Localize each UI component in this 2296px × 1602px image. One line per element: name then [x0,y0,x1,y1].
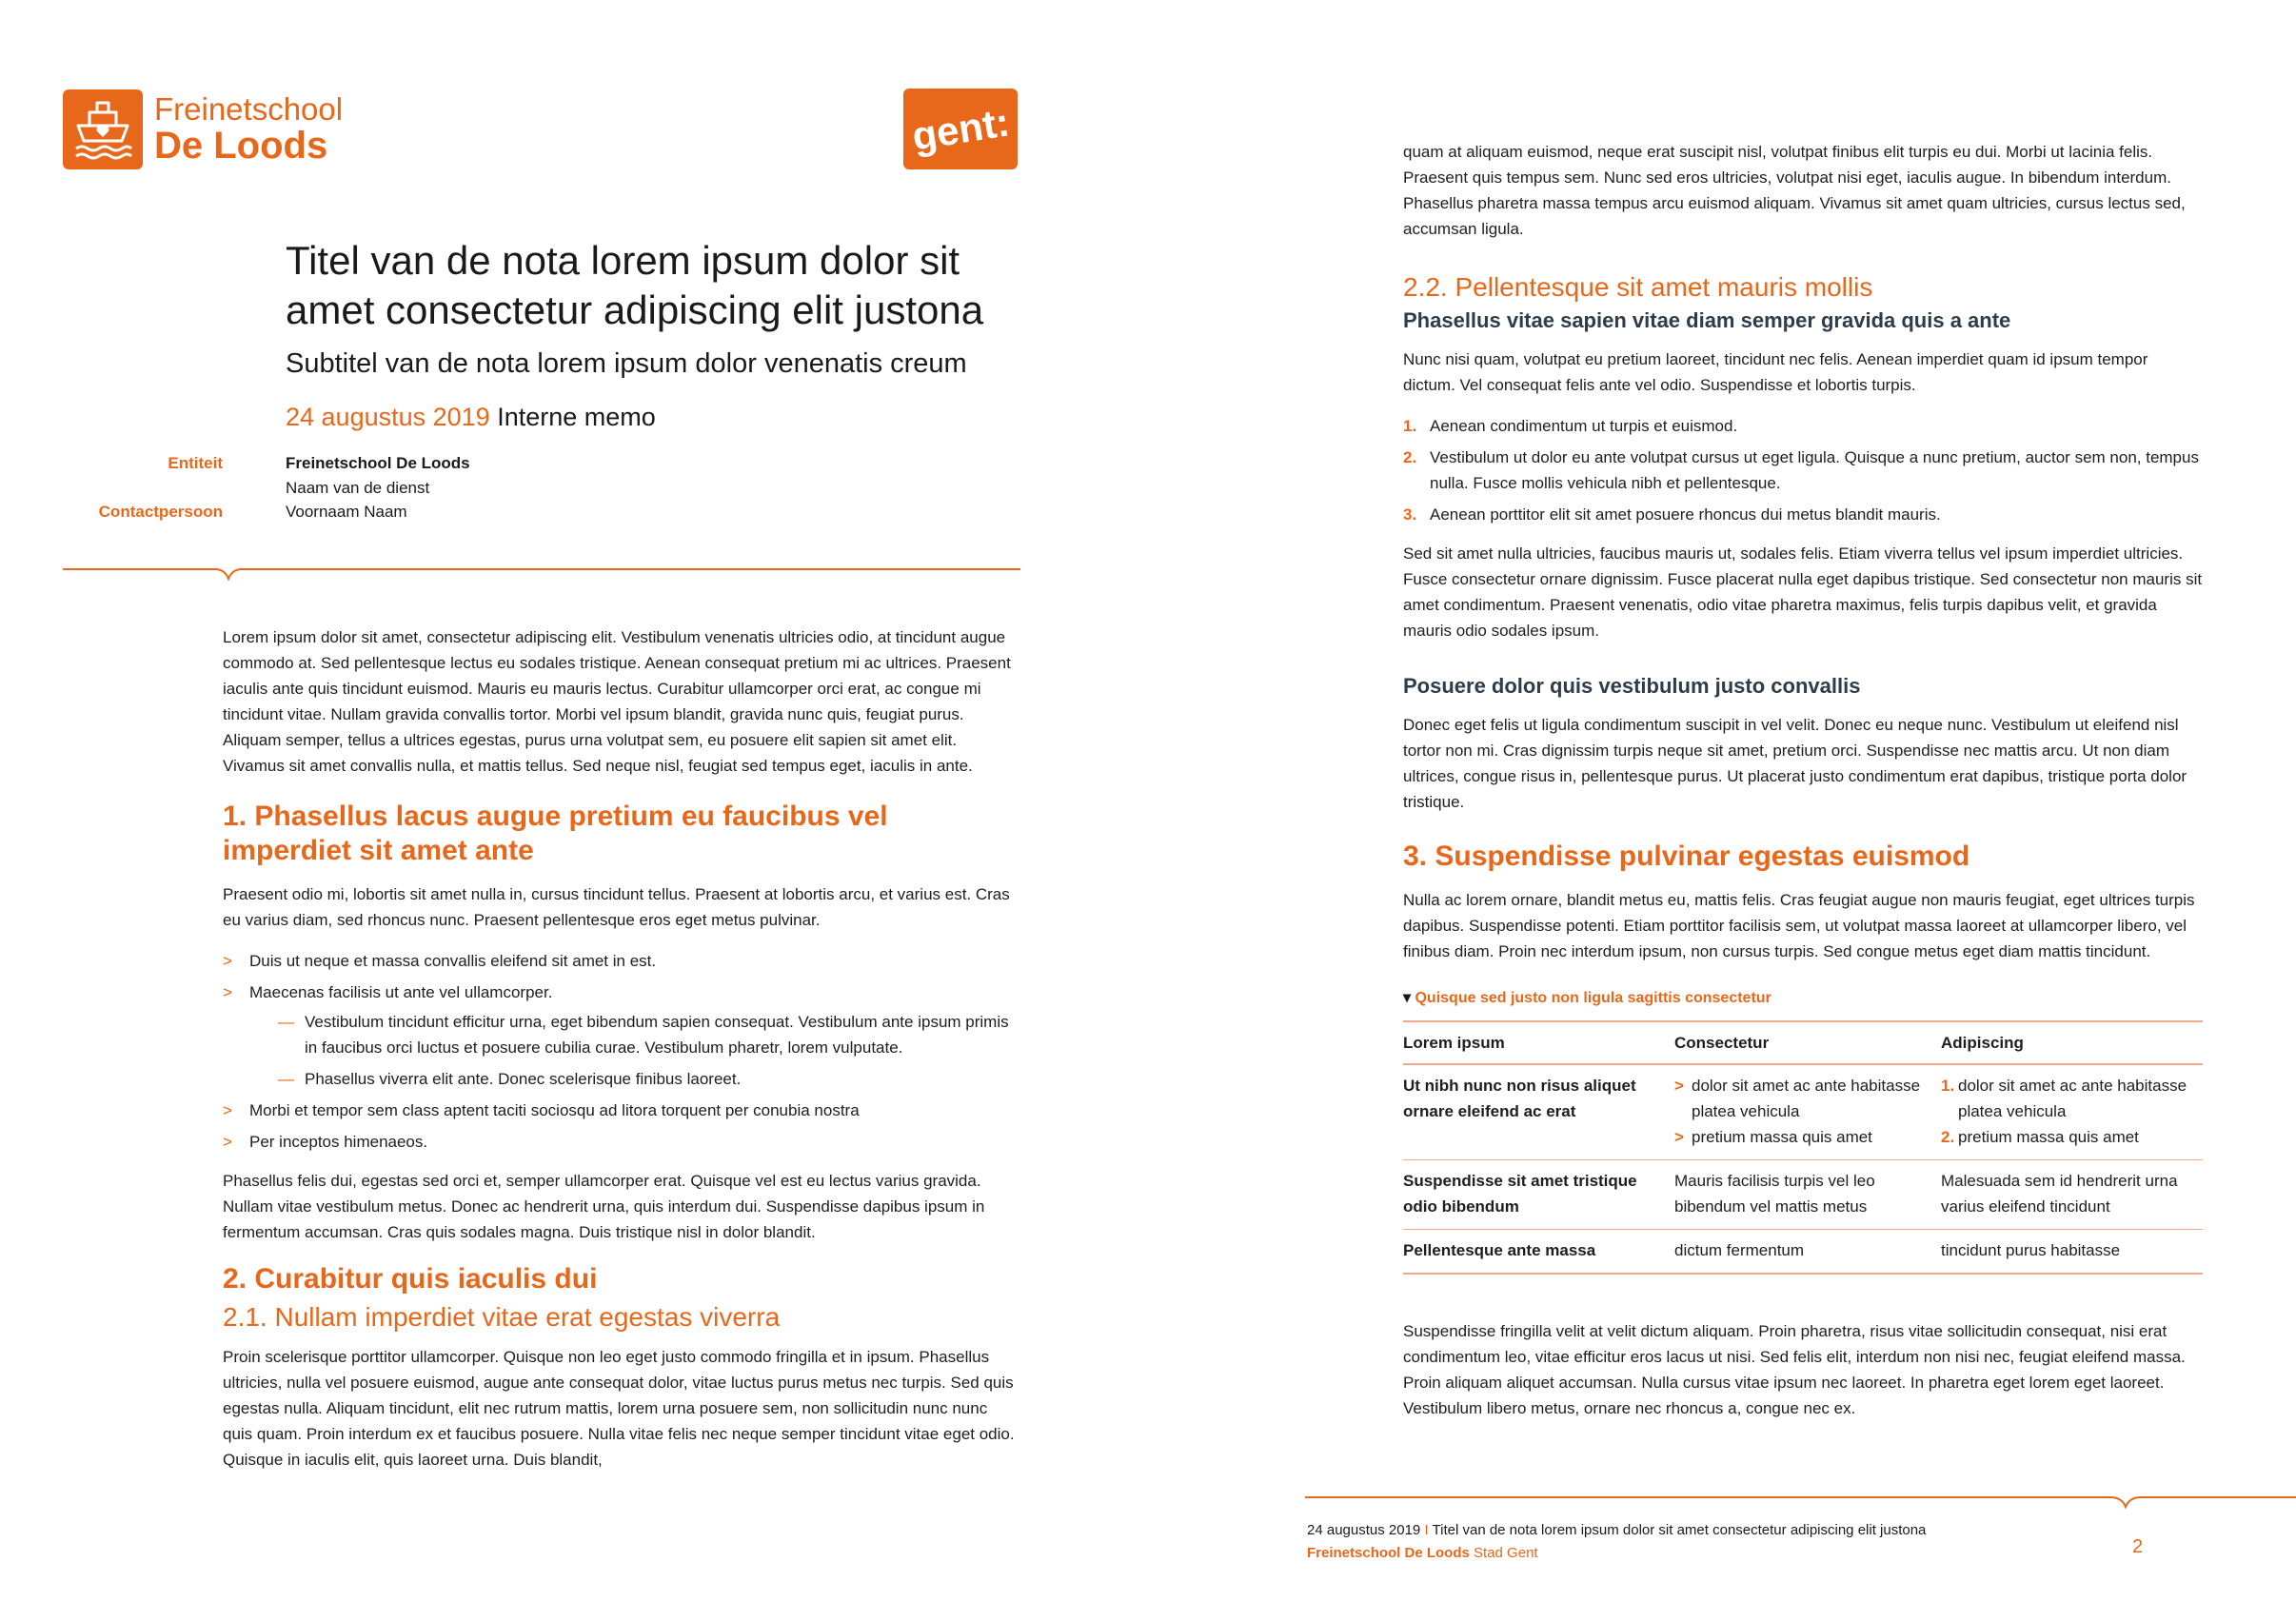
table-row [1403,1160,2203,1230]
paragraph: Phasellus felis dui, egestas sed orci et, semper ullamcorper erat. Quisque vel est eu lectus varius gravida. Nullam vitae vestibulum metus. Donec ac hendrerit urna, quis interdum dui. Suspendisse dapibus ipsum in fermentum accumsan. Cras quis sodales magna. Duis tristique nisl in dolor blandit. [223,1172,985,1241]
memo-subtitle: Subtitel van de nota lorem ipsum dolor venenatis creum [286,348,967,379]
document-page-2 [1148,0,2296,1602]
page1-body [223,624,1020,1488]
table-header: Lorem ipsum [1403,1021,1674,1064]
footer-title: Titel van de nota lorem ipsum dolor sit amet consectetur adipiscing elit justona [1432,1522,1927,1538]
logo-line2: De Loods [154,125,328,168]
sub-list-item: — Vestibulum tincidunt efficitur urna, eget bibendum sapien consequat. Vestibulum ante ipsum primis in faucibus orci luctus et posuere cubilia curae. Vestibulum pharetr, lorem vulputate. [278,1009,1020,1060]
subheading-2-2: 2.2. Pellentesque sit amet mauris mollis [1403,272,1873,302]
table-cell: 1. dolor sit amet ac ante habitasse platea vehicula 2. pretium massa quis amet [1941,1064,2203,1160]
paragraph: Donec eget felis ut ligula condimentum suscipit in vel velit. Donec eu neque nunc. Vestibulum ut eleifend nisl tortor non mi. Cras dignissim turpis neque sit amet, pretium orci. Suspendisse nec mattis arcu. Ut non diam ultrices, congue risus in, pellentesque purus. Ut placerat justo condimentum erat dapibus, tristique porta dolor tristique. [1403,716,2187,811]
header-divider [63,562,1022,590]
table-cell: Mauris facilisis turpis vel leo bibendum vel mattis metus [1674,1160,1941,1230]
entity-label: Entiteit [168,454,223,472]
subheading-2-1: 2.1. Nullam imperdiet vitae erat egestas viverra [223,1302,781,1332]
paragraph: quam at aliquam euismod, neque erat suscipit nisl, volutpat finibus elit turpis eu dui. Morbi ut lacinia felis. Praesent quis tempus sem. Nunc sed eros ultricies, volutpat nisi eget, iaculis augue. In bibendum interdum. Phasellus pharetra massa tempus arcu euismod aliquam. Vivamus sit amet quam ultricies, cursus lectus sed, accumsan ligula. [1403,143,2186,238]
ship-heart-icon [63,89,143,169]
page-footer [1307,1519,1926,1565]
caret-down-icon: ▾ [1403,990,1412,1006]
table-caption[interactable]: ▾ Quisque sed justo non ligula sagittis consectetur [1403,990,1771,1006]
data-table [1403,1020,2203,1275]
paragraph: Proin scelerisque porttitor ullamcorper. Quisque non leo eget justo commodo fringilla et in ipsum. Phasellus ultricies, nulla vel posuere euismod, augue ante consequat dolor, vitae luctus purus metus nec turpis. Sed quis egestas nulla. Aliquam tincidunt, elit nec rutrum mattis, lorem urna posuere sem, non sollicitudin nunc nunc quis quam. Proin interdum ex et faucibus posuere. Nulla vitae felis nec neque semper tincidunt vitae eget odio. Quisque in iaculis elit, quis laoreet urna. Duis blandit, [223,1348,1015,1469]
heading-1: 1. Phasellus lacus augue pretium eu faucibus vel imperdiet sit amet ante [223,801,888,866]
footer-city: Stad Gent [1474,1545,1538,1561]
logo-line1: Freinetschool [154,90,344,127]
footer-date: 24 augustus 2019 [1307,1522,1421,1538]
memo-dateline [286,403,656,432]
paragraph: Nulla ac lorem ornare, blandit metus eu, mattis felis. Cras feugiat augue non mauris feugiat, eget ultrices turpis dapibus. Suspendisse potenti. Etiam porttitor facilisis sem, ut volutpat massa laoreet at ullamcorper libero, vel finibus diam. Proin nec interdum ipsum, non cursus turpis. Sed congue metus eget diam mattis tincidunt. [1403,891,2195,960]
table-cell: tincidunt purus habitasse [1941,1230,2203,1275]
contact-value: Voornaam Naam [286,503,407,521]
intro-paragraph: Lorem ipsum dolor sit amet, consectetur adipiscing elit. Vestibulum venenatis ultricies odio, at tincidunt augue commodo at. Sed pellentesque lectus eu sodales tristique. Aenean consequat pretium mi ac ultrices. Praesent iaculis ante quis tincidunt euismod. Mauris eu mauris lectus. Curabitur ullamcorper orci erat, ac congue mi tincidunt vitae. Nullam gravida convallis tortor. Morbi vel ipsum blandit, gravida nunc quis, feugiat purus. Aliquam semper, tellus a ultrices egestas, purus urna volutpat sem, eu posuere elit sapien sit amet elit. Vivamus sit amet convallis nulla, et mattis tellus. Sed neque nisl, feugiat sed tempus eget, iaculis in ante. [223,628,1011,775]
sub-list [278,1009,1020,1092]
heading-3: 3. Suspendisse pulvinar egestas euismod [1403,841,1970,872]
heading-2: 2. Curabitur quis iaculis dui [223,1263,598,1295]
sub-list-item: — Phasellus viverra elit ante. Donec scelerisque finibus laoreet. [278,1066,1020,1092]
subheading: Posuere dolor quis vestibulum justo convallis [1403,674,1861,698]
bullet-list [223,948,1020,1155]
list-item: 1. Aenean condimentum ut turpis et euismod. [1403,417,1738,435]
memo-type: Interne memo [497,403,656,431]
table-cell: Ut nibh nunc non risus aliquet ornare eleifend ac erat [1403,1064,1674,1160]
table-header: Adipiscing [1941,1021,2203,1064]
paragraph: Sed sit amet nulla ultricies, faucibus mauris ut, sodales felis. Etiam viverra tellus vel ipsum imperdiet ultricies. Fusce consectetur ornare dignissim. Fusce placerat nulla eget dapibus tristique. Sed consectetur non mauris sit amet condimentum. Praesent venenatis, odio vitae pharetra maximus, felis turpis dapibus velit, et gravida mauris odio sodales ipsum. [1403,544,2203,640]
list-item: > Duis ut neque et massa convallis eleifend sit amet in est. [223,948,1020,974]
footer-separator: I [1424,1522,1429,1538]
memo-title: Titel van de nota lorem ipsum dolor sit amet consectetur adipiscing elit justona [286,238,984,332]
paragraph: Praesent odio mi, lobortis sit amet nulla in, cursus tincidunt tellus. Praesent at lobortis arcu, et varius est. Cras eu varius diam, sed rhoncus nunc. Praesent pellentesque eros eget metus pulvinar. [223,885,1010,929]
gent-logo: gent: [903,89,1018,169]
footer-divider [1305,1490,2296,1518]
numbered-list [1403,413,2203,527]
list-item: 3. Aenean porttitor elit sit amet posuere rhoncus dui metus blandit mauris. [1403,505,1941,524]
list-item: > Morbi et tempor sem class aptent taciti sociosqu ad litora torquent per conubia nostra [223,1098,1020,1123]
page-number: 2 [2132,1536,2144,1557]
table-cell: Pellentesque ante massa [1403,1230,1674,1275]
table-cell: dictum fermentum [1674,1230,1941,1275]
table-row [1403,1230,2203,1275]
subheading: Phasellus vitae sapien vitae diam semper gravida quis a ante [1403,308,2011,332]
entity-value [286,451,470,501]
school-logo [63,89,343,169]
list-item: > Maecenas facilisis ut ante vel ullamcorper. — Vestibulum tincidunt efficitur urna, eget bibendum sapien consequat. Vestibulum ante ipsum primis in faucibus orci luctus et posuere cubilia curae. Vestibulum pharetr, lorem vulputate. — Phasellus viverra elit ante. Donec scelerisque finibus laoreet. [223,979,1020,1092]
paragraph: Nunc nisi quam, volutpat eu pretium laoreet, tincidunt nec felis. Aenean imperdiet quam id ipsum tempor dictum. Vel consequat felis ante vel odio. Suspendisse et lobortis turpis. [1403,350,2148,394]
footer-school: Freinetschool De Loods [1307,1545,1470,1561]
contact-label: Contactpersoon [98,503,223,521]
table-cell: Suspendisse sit amet tristique odio bibendum [1403,1160,1674,1230]
table-cell: Malesuada sem id hendrerit urna varius eleifend tincidunt [1941,1160,2203,1230]
entity-name: Freinetschool De Loods [286,454,470,472]
table-cell: > dolor sit amet ac ante habitasse platea vehicula > pretium massa quis amet [1674,1064,1941,1160]
memo-date: 24 augustus 2019 [286,403,490,431]
paragraph: Suspendisse fringilla velit at velit dictum aliquam. Proin pharetra, risus vitae sollicitudin consequat, nisi erat condimentum leo, vitae efficitur eros lacus ut nisi. Sed felis elit, interdum non nisi nec, feugiat eleifend massa. Proin aliquam aliquet accumsan. Nulla cursus vitae ipsum nec laoreet. In pharetra eget lorem eget laoreet. Vestibulum libero metus, ornare nec rhoncus a, congue nec ex. [1403,1322,2186,1417]
entity-service: Naam van de dienst [286,479,430,497]
table-header: Consectetur [1674,1021,1941,1064]
table-row [1403,1064,2203,1160]
list-item: 2. Vestibulum ut dolor eu ante volutpat cursus ut eget ligula. Quisque a nunc pretium, auctor sem non, tempus nulla. Fusce mollis vehicula nibh et pellentesque. [1403,448,2199,492]
list-item: > Per inceptos himenaeos. [223,1129,1020,1155]
page2-body [1403,139,2203,1436]
